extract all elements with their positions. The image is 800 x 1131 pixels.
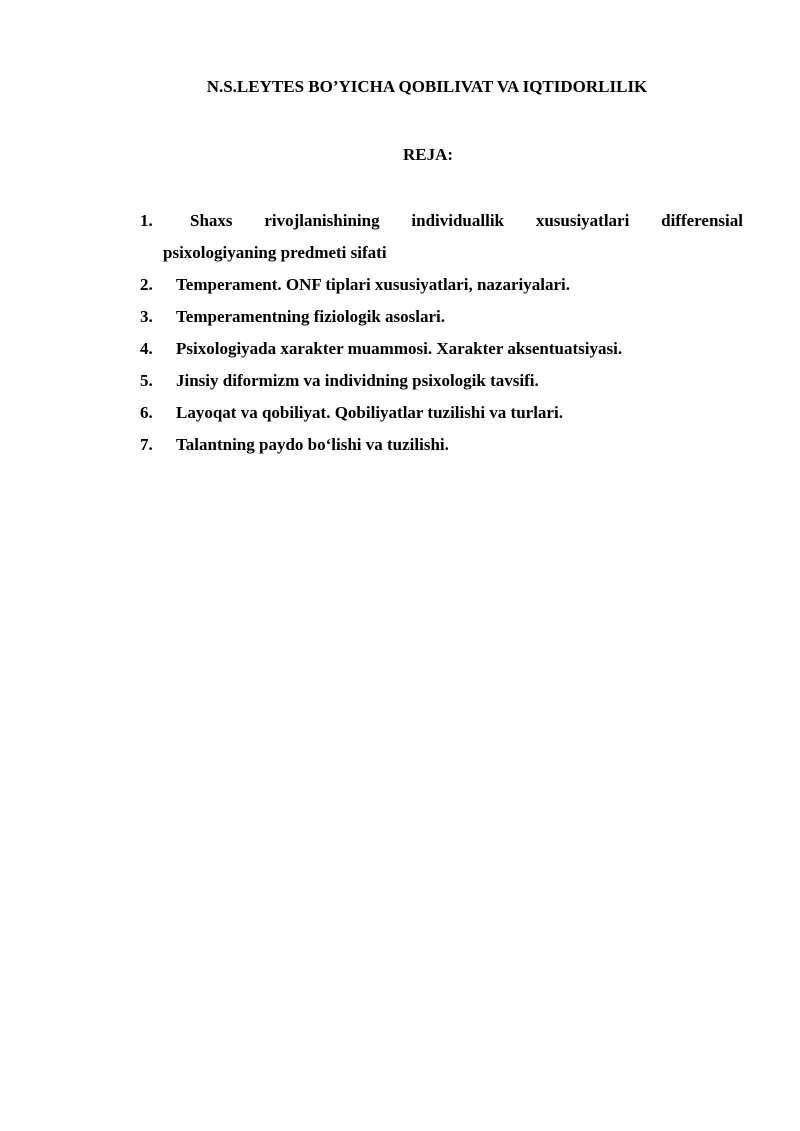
plan-item-number: 1.: [140, 211, 153, 230]
document-title: N.S.LEYTES BO’YICHA QOBILIVAT VA IQTIDORLILIK: [206, 77, 648, 96]
plan-item-text: Talantning paydo bo‘lishi va tuzilishi.: [176, 435, 449, 454]
plan-item-3: [140, 301, 743, 333]
plan-item-number: 4.: [140, 339, 153, 358]
plan-item-4: [140, 333, 743, 365]
plan-item-number: 2.: [140, 275, 153, 294]
plan-item-6: [140, 397, 743, 429]
plan-item-word: xususiyatlari: [535, 211, 630, 230]
plan-item-word: rivojlanishining: [264, 211, 380, 230]
plan-item-7: [140, 429, 743, 461]
plan-heading: REJA:: [402, 145, 454, 164]
plan-item-1: [140, 205, 743, 269]
plan-item-2: [140, 269, 743, 301]
plan-item-text: Psixologiyada xarakter muammosi. Xarakter aksentuatsiyasi.: [176, 339, 623, 358]
plan-item-word: Shaxs: [190, 211, 233, 230]
plan-item-number: 3.: [140, 307, 153, 326]
plan-item-text: Jinsiy diformizm va individning psixologik tavsifi.: [176, 371, 539, 390]
plan-item-5: [140, 365, 743, 397]
plan-item-text-line1: [140, 205, 743, 237]
plan-item-text: Temperament. ONF tiplari xususiyatlari, nazariyalari.: [176, 275, 570, 294]
plan-item-word: differensial: [661, 211, 743, 230]
plan-item-text: Temperamentning fiziologik asoslari.: [176, 307, 446, 326]
plan-item-text-line2: psixologiyaning predmeti sifati: [163, 243, 387, 262]
plan-item-number: 7.: [140, 435, 153, 454]
plan-item-number: 5.: [140, 371, 153, 390]
plan-item-word: individuallik: [411, 211, 505, 230]
plan-list: [140, 205, 743, 461]
plan-item-text: Layoqat va qobiliyat. Qobiliyatlar tuzilishi va turlari.: [176, 403, 563, 422]
plan-item-number: 6.: [140, 403, 153, 422]
